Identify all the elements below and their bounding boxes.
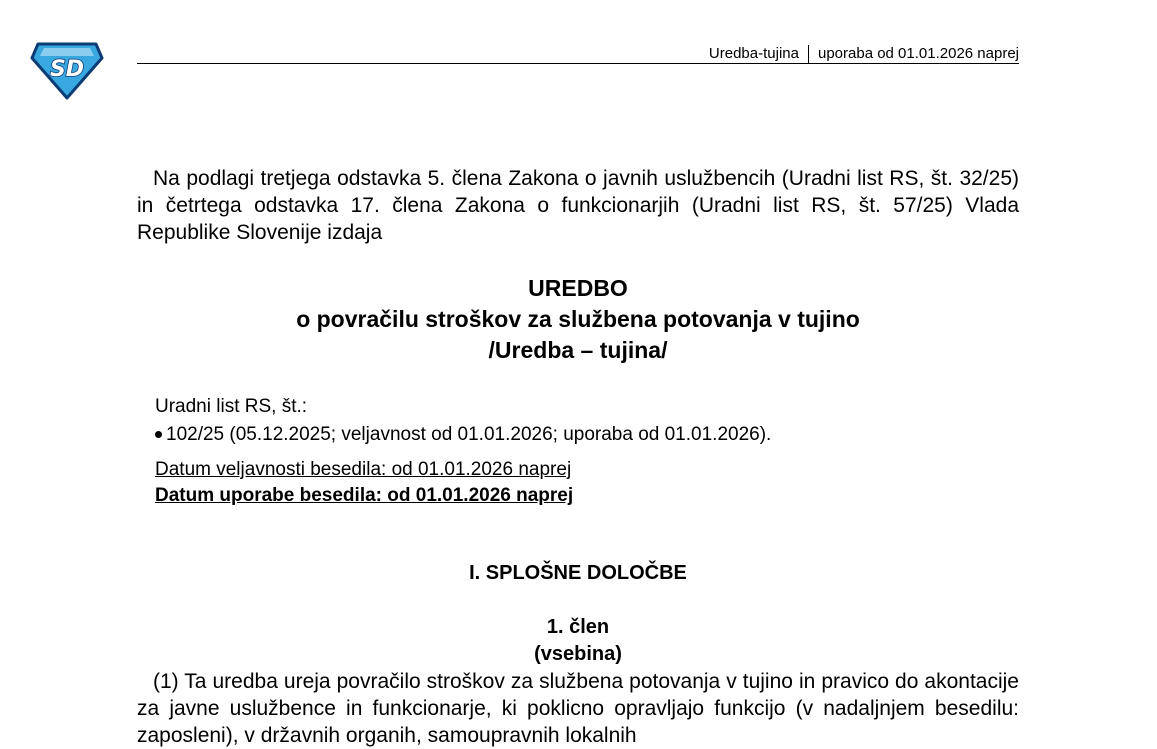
gazette-item [155,422,1019,447]
bullet-icon [155,431,162,438]
title-line-3: /Uredba – tujina/ [488,337,668,363]
gazette-references [137,394,1019,447]
document-title [137,273,1019,366]
document-body [137,165,1019,749]
use-date: Datum uporabe besedila: od 01.01.2026 naprej [155,485,574,506]
header-usage: uporaba od 01.01.2026 naprej [817,45,1019,62]
running-header [709,45,1019,63]
gazette-label: Uradni list RS, št.: [155,396,308,417]
header-rule [137,63,1019,64]
title-line-1: UREDBO [528,275,628,301]
gazette-item-text: 102/25 (05.12.2025; veljavnost od 01.01.2026; uporaba od 01.01.2026). [166,424,772,445]
chapter-heading: I. SPLOŠNE DOLOČBE [469,562,687,584]
logo-letters: SD [49,57,85,82]
title-line-2: o povračilu stroškov za službena potovanja v tujino [296,306,860,332]
sd-logo [30,40,104,100]
intro-paragraph: Na podlagi tretjega odstavka 5. člena Zakona o javnih uslužbencih (Uradni list RS, št. 32/25) in četrtega odstavka 17. člena Zakona o funkcionarjih (Uradni list RS, št. 57/25) Vlada Republike Slovenije izdaja [137,167,1019,244]
article-subtitle: (vsebina) [534,643,622,665]
header-separator [808,45,809,63]
text-dates [137,457,1019,509]
header-doc-short: Uredba-tujina [708,45,799,62]
article-number: 1. člen [546,616,610,638]
article-paragraph: (1) Ta uredba ureja povračilo stroškov za službena potovanja v tujino in pravico do akontacije za javne uslužbence in funkcionarje, ki poklicno opravljajo funkcijo (v nadaljnjem besedilu: zaposleni), v državnih organih, samoupravnih lokalnih [137,670,1019,747]
validity-date: Datum veljavnosti besedila: od 01.01.2026 naprej [155,459,572,480]
